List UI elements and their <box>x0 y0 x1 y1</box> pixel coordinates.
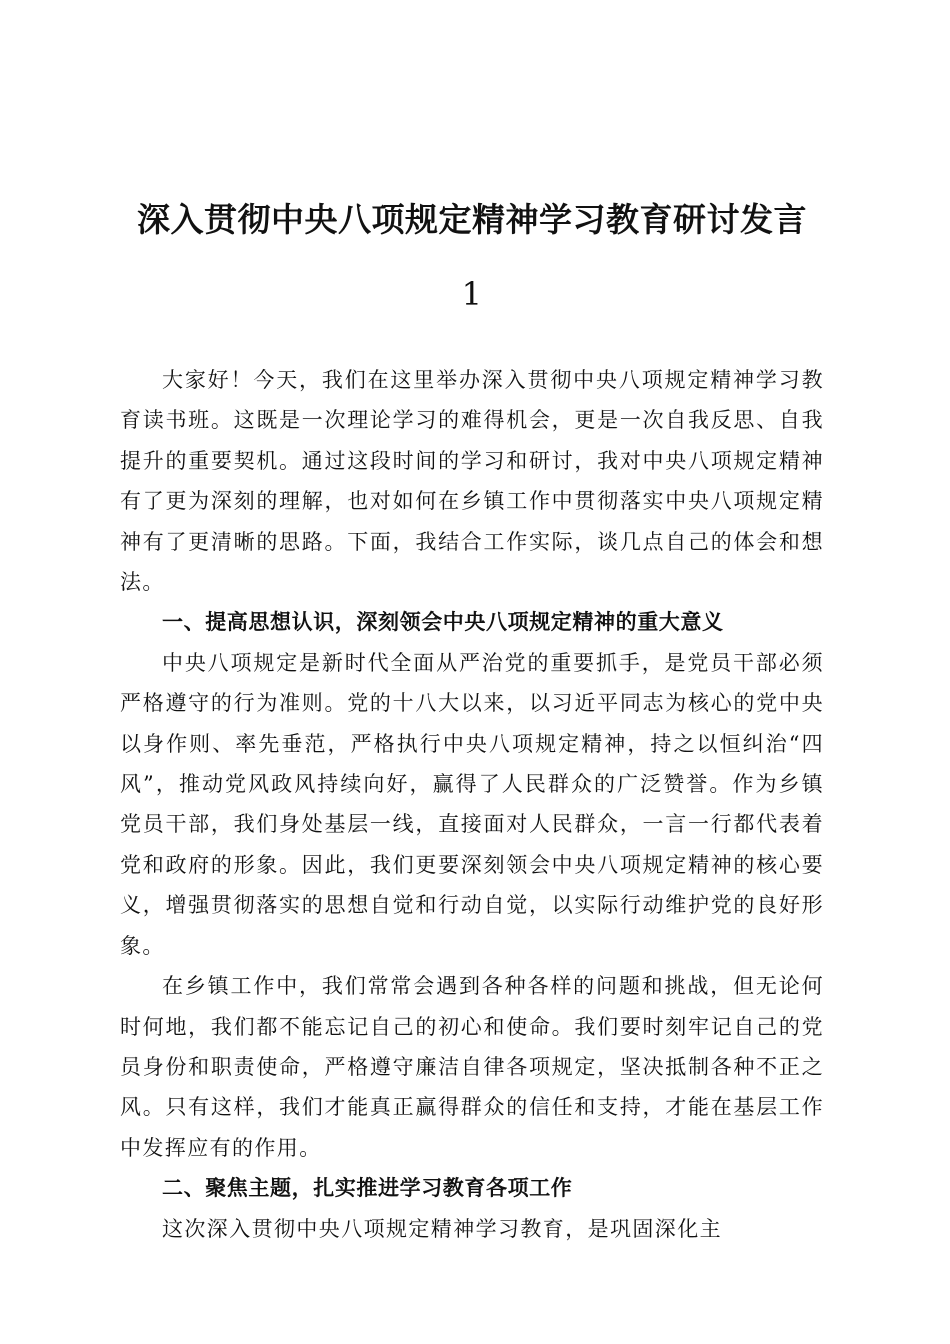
document-body <box>120 360 824 1249</box>
document-title <box>120 190 824 324</box>
paragraph-section-1a: 中央八项规定是新时代全面从严治党的重要抓手，是党员干部必须严格遵守的行为准则。党的十八大以来，以习近平同志为核心的党中央以身作则、率先垂范，严格执行中央八项规定精神，持之以恒纠治“四风”，推动党风政风持续向好，赢得了人民群众的广泛赞誉。作为乡镇党员干部，我们身处基层一线，直接面对人民群众，一言一行都代表着党和政府的形象。因此，我们更要深刻领会中央八项规定精神的核心要义，增强贯彻落实的思想自觉和行动自觉，以实际行动维护党的良好形象。 <box>120 650 824 958</box>
title-number: 1 <box>461 275 483 313</box>
paragraph-section-1b: 在乡镇工作中，我们常常会遇到各种各样的问题和挑战，但无论何时何地，我们都不能忘记自己的初心和使命。我们要时刻牢记自己的党员身份和职责使命，严格遵守廉洁自律各项规定，坚决抵制各种不正之风。只有这样，我们才能真正赢得群众的信任和支持，才能在基层工作中发挥应有的作用。 <box>120 974 824 1160</box>
paragraph-intro: 大家好！今天，我们在这里举办深入贯彻中央八项规定精神学习教育读书班。这既是一次理论学习的难得机会，更是一次自我反思、自我提升的重要契机。通过这段时间的学习和研讨，我对中央八项规定精神有了更为深刻的理解，也对如何在乡镇工作中贯彻落实中央八项规定精神有了更清晰的思路。下面，我结合工作实际，谈几点自己的体会和想法。 <box>120 368 824 595</box>
title-text: 深入贯彻中央八项规定精神学习教育研讨发言 <box>137 200 807 239</box>
section-heading-1: 一、提高思想认识，深刻领会中央八项规定精神的重大意义 <box>162 610 724 635</box>
section-heading-2: 二、聚焦主题，扎实推进学习教育各项工作 <box>162 1176 573 1201</box>
paragraph-section-2a: 这次深入贯彻中央八项规定精神学习教育，是巩固深化主 <box>162 1216 722 1241</box>
document-page <box>120 0 824 1344</box>
